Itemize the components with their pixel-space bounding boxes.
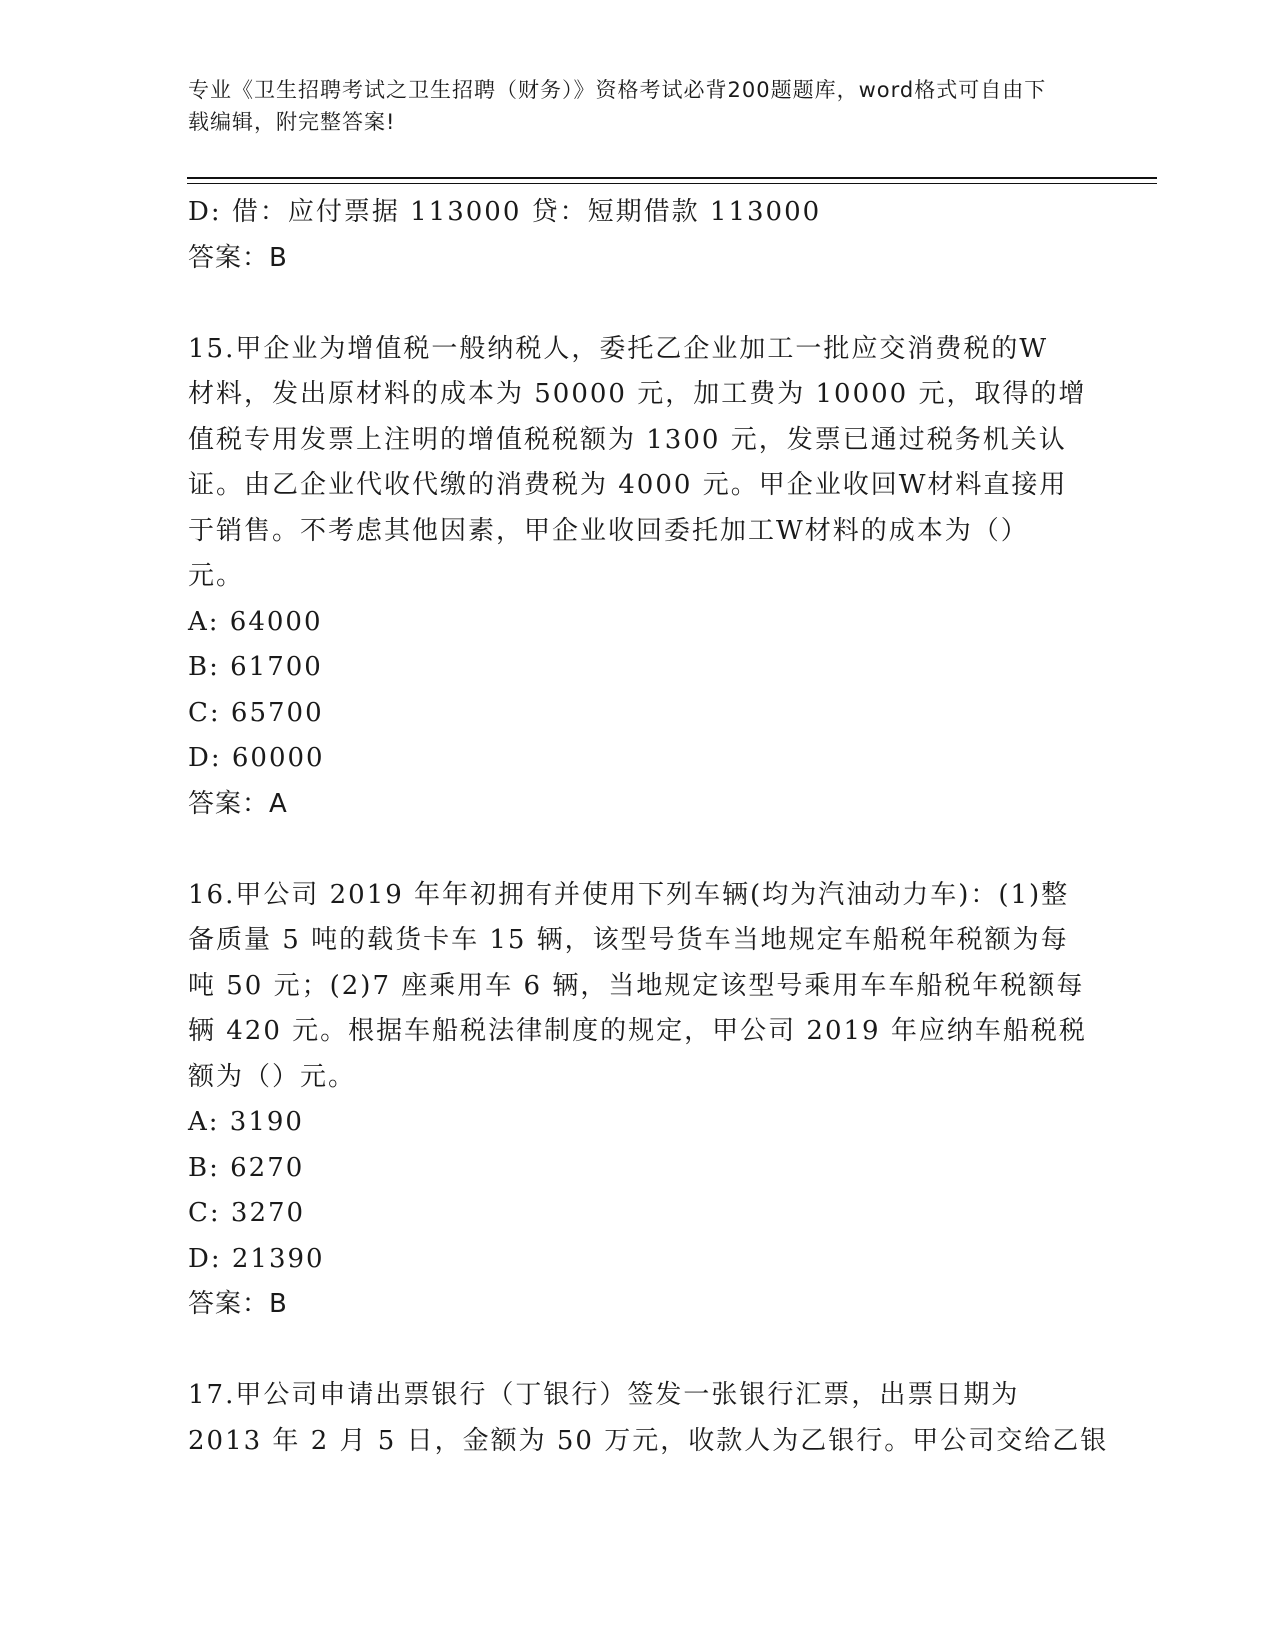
spacer bbox=[188, 1328, 1088, 1374]
question-text-line: 2013 年 2 月 5 日，金额为 50 万元，收款人为乙银行。甲公司交给乙银 bbox=[188, 1425, 1109, 1456]
question-text-line: 16.甲公司 2019 年年初拥有并使用下列车辆(均为汽油动力车)：(1)整 bbox=[188, 879, 1070, 910]
option-a: A: 3190 bbox=[188, 1107, 304, 1137]
option-b: B: 6270 bbox=[188, 1152, 305, 1183]
option-d: D: 借：应付票据 113000 贷：短期借款 113000 bbox=[188, 197, 822, 227]
spacer bbox=[188, 281, 1088, 327]
header-rule-thin bbox=[187, 183, 1157, 184]
option-d: D: 60000 bbox=[188, 743, 325, 773]
question-text-line: 辆 420 元。根据车船税法律制度的规定，甲公司 2019 年应纳车船税税 bbox=[188, 1016, 1087, 1046]
answer-line: 答案：B bbox=[188, 1289, 288, 1319]
question-text-line: 额为（）元。 bbox=[188, 1061, 357, 1092]
question-text-line: 15.甲企业为增值税一般纳税人，委托乙企业加工一批应交消费税的W bbox=[188, 333, 1049, 364]
option-c: C: 65700 bbox=[188, 697, 324, 728]
question-16 bbox=[188, 873, 1088, 1328]
question-text-line: 证。由乙企业代收代缴的消费税为 4000 元。甲企业收回W材料直接用 bbox=[188, 470, 1068, 500]
document-header bbox=[188, 74, 1068, 138]
answer-line: 答案：A bbox=[188, 788, 288, 819]
option-a: A: 64000 bbox=[188, 606, 323, 637]
question-text-line: 于销售。不考虑其他因素，甲企业收回委托加工W材料的成本为（） bbox=[188, 515, 1029, 546]
question-15 bbox=[188, 327, 1088, 828]
question-text-line: 吨 50 元；(2)7 座乘用车 6 辆，当地规定该型号乘用车车船税年税额每 bbox=[188, 970, 1085, 1001]
option-d: D: 21390 bbox=[188, 1243, 325, 1274]
question-text-line: 材料，发出原材料的成本为 50000 元，加工费为 10000 元，取得的增 bbox=[188, 379, 1087, 409]
header-rule-thick bbox=[187, 177, 1157, 179]
question-text-line: 值税专用发票上注明的增值税税额为 1300 元，发票已通过税务机关认 bbox=[188, 424, 1067, 455]
question-content bbox=[188, 190, 1109, 1464]
question-text-line: 备质量 5 吨的载货卡车 15 辆，该型号货车当地规定车船税年税额为每 bbox=[188, 925, 1069, 955]
option-b: B: 61700 bbox=[188, 652, 323, 682]
answer-line: 答案：B bbox=[188, 242, 288, 273]
option-c: C: 3270 bbox=[188, 1198, 306, 1228]
question-text-line: 17.甲公司申请出票银行（丁银行）签发一张银行汇票，出票日期为 bbox=[188, 1380, 1020, 1410]
document-title: 专业《卫生招聘考试之卫生招聘（财务）》资格考试必背200题题库，word格式可自由下载编辑，附完整答案! bbox=[188, 78, 1047, 134]
question-17 bbox=[188, 1373, 1109, 1464]
question-text-line: 元。 bbox=[188, 561, 245, 591]
spacer bbox=[188, 827, 1088, 873]
